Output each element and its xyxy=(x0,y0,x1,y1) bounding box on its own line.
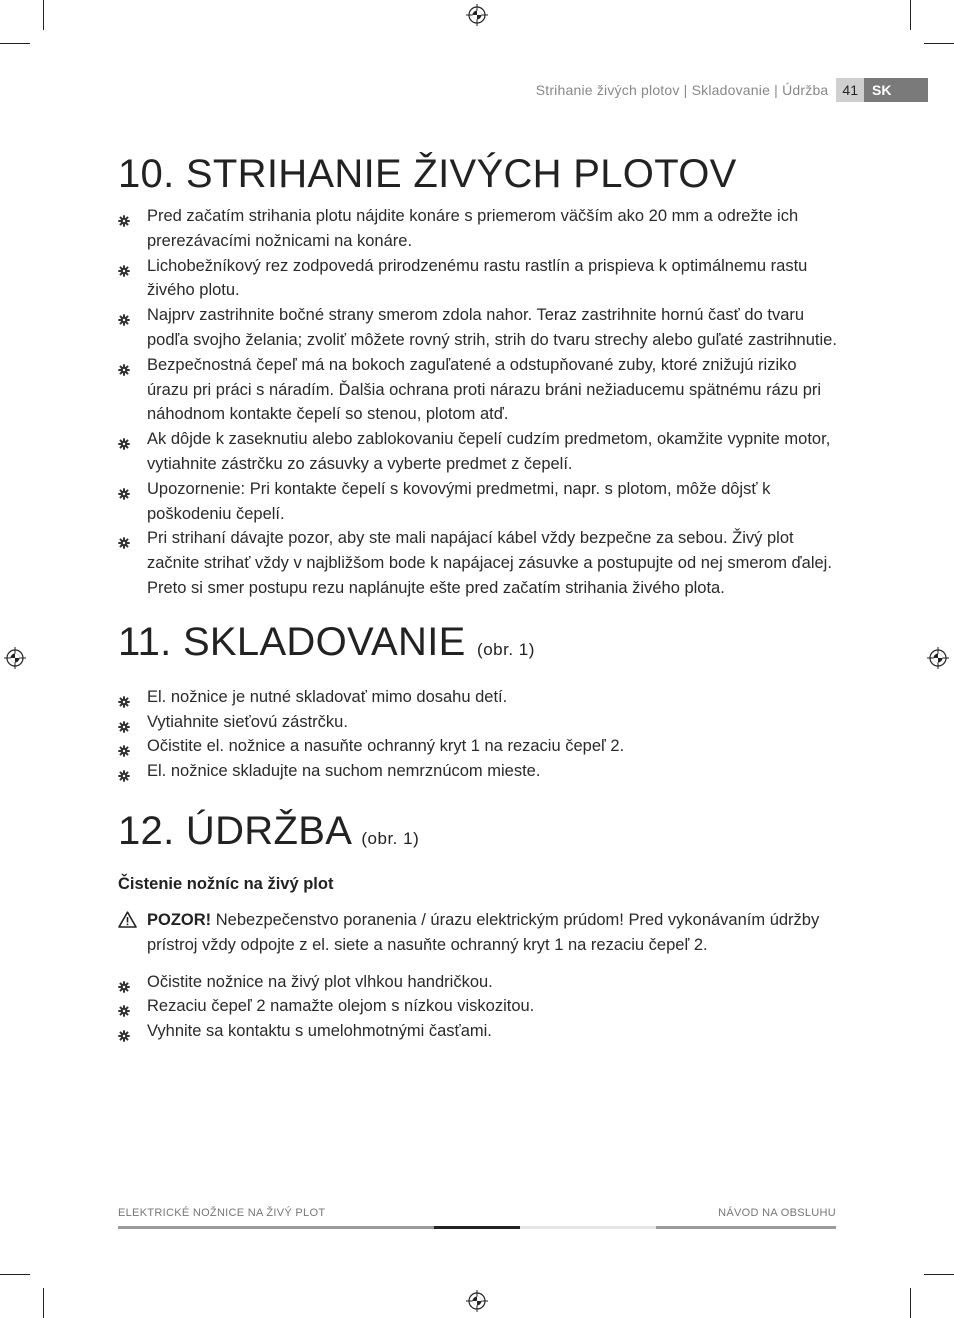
list-item xyxy=(118,685,838,710)
footer-bar xyxy=(656,1226,836,1229)
list-item xyxy=(118,477,838,527)
section-title xyxy=(118,150,838,198)
gear-bullet-icon xyxy=(118,765,130,777)
bullet-list xyxy=(118,204,838,601)
gear-bullet-icon xyxy=(118,433,130,445)
crop-mark xyxy=(910,0,911,30)
section-title-text: 11. SKLADOVANIE xyxy=(118,619,466,664)
crop-mark xyxy=(910,1288,911,1318)
list-item-text: El. nožnice skladujte na suchom nemrznúcom mieste. xyxy=(147,762,541,781)
page-footer xyxy=(118,1207,836,1219)
list-item-text: Vyhnite sa kontaktu s umelohmotnými časťami. xyxy=(147,1022,492,1041)
list-item xyxy=(118,303,838,353)
list-item xyxy=(118,204,838,254)
crop-mark xyxy=(924,1274,954,1275)
section-title xyxy=(118,618,838,674)
footer-bar xyxy=(434,1226,520,1229)
gear-bullet-icon xyxy=(118,210,130,222)
list-item-text: Očistite nožnice na živý plot vlhkou handričkou. xyxy=(147,972,493,991)
bullet-list xyxy=(118,685,838,784)
section-storage xyxy=(118,618,838,784)
list-item-text: Upozornenie: Pri kontakte čepelí s kovovými predmetmi, napr. s plotom, môže dôjsť k poškodeniu čepelí. xyxy=(147,479,771,523)
section-title-text: 10. STRIHANIE ŽIVÝCH PLOTOV xyxy=(118,152,737,196)
figure-reference: (obr. 1) xyxy=(477,639,535,659)
list-item xyxy=(118,427,838,477)
gear-bullet-icon xyxy=(118,716,130,728)
list-item-text: Rezaciu čepeľ 2 namažte olejom s nízkou viskozitou. xyxy=(147,997,535,1016)
list-item xyxy=(118,254,838,304)
list-item xyxy=(118,734,838,759)
list-item-text: Pred začatím strihania plotu nájdite konáre s priemerom väčším ako 20 mm a odrežte ich prerezávacími nožnicami na konáre. xyxy=(147,207,799,250)
warning-triangle-icon xyxy=(118,911,137,928)
footer-bar xyxy=(118,1226,434,1229)
warning-notice xyxy=(118,908,838,958)
gear-bullet-icon xyxy=(118,1025,130,1037)
list-item-text: El. nožnice je nutné skladovať mimo dosahu detí. xyxy=(147,687,508,706)
crop-mark xyxy=(0,43,30,44)
gear-bullet-icon xyxy=(118,532,130,544)
list-item xyxy=(118,710,838,735)
figure-reference: (obr. 1) xyxy=(361,828,420,848)
registration-mark-icon xyxy=(466,4,488,26)
list-item xyxy=(118,970,838,995)
list-item xyxy=(118,353,838,427)
bullet-list xyxy=(118,970,838,1044)
gear-bullet-icon xyxy=(118,740,130,752)
list-item xyxy=(118,526,838,600)
crop-mark xyxy=(43,0,44,30)
breadcrumb: Strihanie živých plotov | Skladovanie | Údržba xyxy=(535,82,829,98)
footer-right: NÁVOD NA OBSLUHU xyxy=(718,1207,836,1219)
list-item-text: Vytiahnite sieťovú zástrčku. xyxy=(147,712,348,731)
footer-left: ELEKTRICKÉ NOŽNICE NA ŽIVÝ PLOT xyxy=(118,1207,326,1219)
warning-text: Nebezpečenstvo poranenia / úrazu elektrickým prúdom! Pred vykonávaním údržby prístroj vždy odpojte z el. siete a nasuňte ochranný kryt 1 na rezaciu čepeľ 2. xyxy=(147,910,820,954)
registration-mark-icon xyxy=(927,647,949,669)
list-item xyxy=(118,1019,838,1044)
crop-mark xyxy=(43,1288,44,1318)
gear-bullet-icon xyxy=(118,691,130,703)
registration-mark-icon xyxy=(4,647,26,669)
registration-mark-icon xyxy=(466,1290,488,1312)
section-title-text: 12. ÚDRŽBA xyxy=(118,808,350,853)
gear-bullet-icon xyxy=(118,976,130,988)
gear-bullet-icon xyxy=(118,483,130,495)
page-number: 41 xyxy=(836,78,864,102)
gear-bullet-icon xyxy=(118,1000,130,1012)
list-item xyxy=(118,994,838,1019)
warning-label: POZOR! xyxy=(147,910,212,929)
section-maintenance xyxy=(118,807,838,1044)
list-item-text: Bezpečnostná čepeľ má na bokoch zaguľatené a odstupňované zuby, ktoré znižujú riziko úrazu pri práci s náradím. Ďalšia ochrana proti nárazu bráni nežiaducemu spätnému rázu pri náhodnom kontakte čepelí so stenou, plotom atď. xyxy=(147,355,822,424)
footer-bar xyxy=(520,1226,656,1229)
list-item xyxy=(118,759,838,784)
page-header xyxy=(536,78,928,102)
list-item-text: Očistite el. nožnice a nasuňte ochranný kryt 1 na rezaciu čepeľ 2. xyxy=(147,737,625,756)
list-item-text: Pri strihaní dávajte pozor, aby ste mali napájací kábel vždy bezpečne za sebou. Živý plot začnite strihať vždy v najbližšom bode k napájacej zásuvke a postupujte od nej smerom ďalej. Preto si smer postupu rezu naplánujte ešte pred začatím strihania živého plota. xyxy=(147,529,832,597)
page-content xyxy=(118,150,838,1044)
crop-mark xyxy=(924,43,954,44)
section-hedge-trimming xyxy=(118,150,838,601)
list-item-text: Najprv zastrihnite bočné strany smerom zdola nahor. Teraz zastrihnite hornú časť do tvaru podľa svojho želania; zvoliť môžete rovný strih, strih do tvaru strechy alebo guľaté zastrihnutie. xyxy=(147,306,837,349)
gear-bullet-icon xyxy=(118,260,130,272)
gear-bullet-icon xyxy=(118,359,130,371)
gear-bullet-icon xyxy=(118,309,130,321)
subheading: Čistenie nožníc na živý plot xyxy=(118,874,334,893)
section-title xyxy=(118,807,838,863)
language-badge: SK xyxy=(864,78,928,102)
list-item-text: Ak dôjde k zaseknutiu alebo zablokovaniu čepelí cudzím predmetom, okamžite vypnite motor, vytiahnite zástrčku zo zásuvky a vyberte predmet z čepelí. xyxy=(147,430,831,473)
crop-mark xyxy=(0,1274,30,1275)
list-item-text: Lichobežníkový rez zodpovedá prirodzenému rastu rastlín a prispieva k optimálnemu rastu živého plotu. xyxy=(147,256,808,300)
